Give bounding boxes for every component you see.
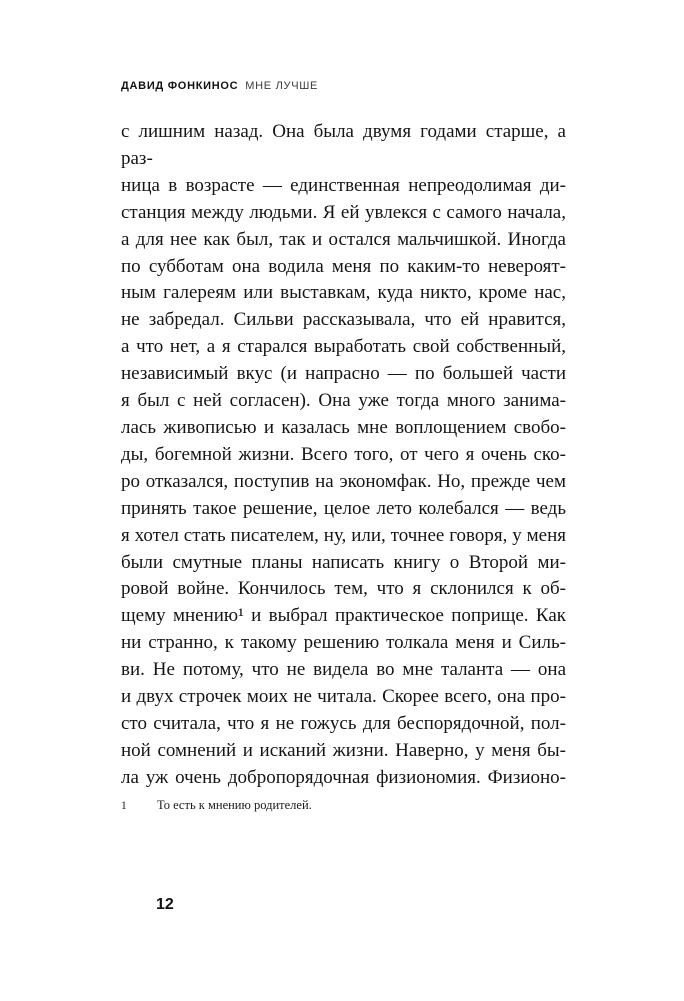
body-line: лась живописью и казалась мне воплощением свобо- <box>121 416 566 438</box>
body-line: по субботам она водила меня по каким-то невероят- <box>121 255 566 277</box>
body-line: я был с ней согласен). Она уже тогда много занима- <box>121 390 566 412</box>
body-line: ным галереям или выставкам, куда никто, кроме нас, <box>121 282 566 304</box>
body-line: щему мнению¹ и выбрал практическое поприще. Как <box>121 605 566 627</box>
body-line: и двух строчек моих не читала. Скорее всего, она про- <box>121 686 566 708</box>
running-header <box>121 80 318 92</box>
body-line: ной сомнений и исканий жизни. Наверно, у меня бы- <box>121 739 566 761</box>
body-line: сто считала, что я не гожусь для беспорядочной, пол- <box>121 712 566 734</box>
body-line: я хотел стать писателем, ну, или, точнее говоря, у меня <box>121 524 566 546</box>
body-line: не забредал. Сильви рассказывала, что ей нравится, <box>121 309 566 331</box>
footnote-text: То есть к мнению родителей. <box>157 798 312 812</box>
body-text <box>121 119 566 792</box>
body-line: а для нее как был, так и остался мальчишкой. Иногда <box>121 228 566 250</box>
body-line: были смутные планы написать книгу о Второй ми- <box>121 551 566 573</box>
header-author: ДАВИД ФОНКИНОС <box>121 80 239 92</box>
body-line: станция между людьми. Я ей увлекся с самого начала, <box>121 201 566 223</box>
body-line: независимый вкус (и напрасно — по большей части <box>121 363 566 385</box>
body-line: ро отказался, поступив на экономфак. Но, прежде чем <box>121 470 566 492</box>
body-line: с лишним назад. Она была двумя годами старше, а раз- <box>121 121 566 169</box>
body-line: а что нет, а я старался выработать свой собственный, <box>121 336 566 358</box>
body-line: ви. Не потому, что не видела во мне таланта — она <box>121 659 566 681</box>
body-line: ла уж очень добропорядочная физиономия. Физионо- <box>121 766 566 788</box>
footnote-marker: 1 <box>121 800 127 812</box>
body-line: ница в возрасте — единственная непреодолимая ди- <box>121 174 566 196</box>
header-book-title: МНЕ ЛУЧШЕ <box>245 80 319 92</box>
page-number: 12 <box>156 896 174 913</box>
body-line: ровой войне. Кончилось тем, что я склонился к об- <box>121 578 566 600</box>
footnote <box>121 797 566 814</box>
body-line: ни странно, к такому решению толкала меня и Силь- <box>121 632 566 654</box>
body-line: принять такое решение, целое лето колебался — ведь <box>121 497 566 519</box>
body-line: ды, богемной жизни. Всего того, от чего я очень ско- <box>121 443 566 465</box>
